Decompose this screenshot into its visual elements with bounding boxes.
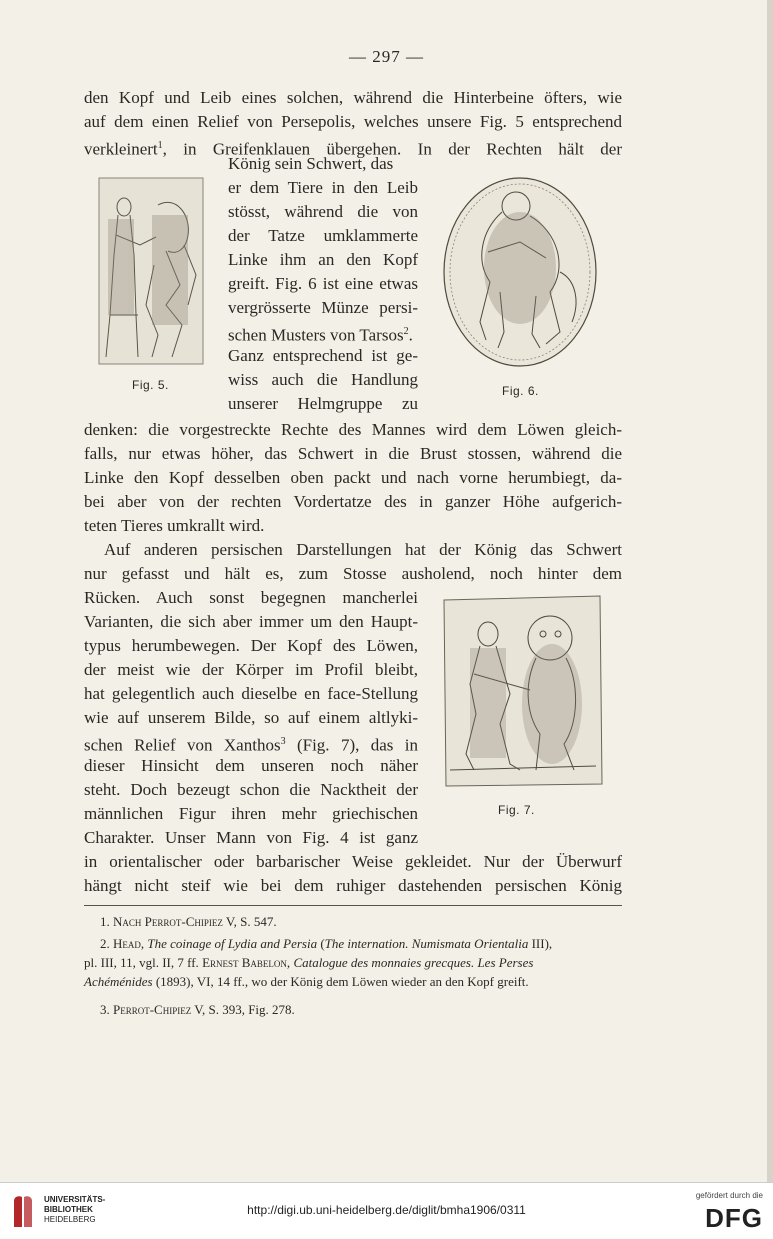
text-line: typus herumbewegen. Der Kopf des Löwen,	[84, 636, 418, 655]
text-line: greift. Fig. 6 ist eine etwas	[228, 274, 418, 293]
text-line: steht. Doch bezeugt schon die Nacktheit der	[84, 780, 418, 799]
footnote-2: 2. Head, The coinage of Lydia and Persia (The internation. Numismata Orientalia III), pl. III, 11, vgl. II, 7 ff. Ernest Babelon, Catalogue des monnaies grecques. Les Perses Achéménides (1893), VI, 14 ff., wo der König dem Löwen wieder an den Kopf greift.	[84, 936, 553, 989]
text-line: wie auf unserem Bilde, so auf einem altlyki-	[84, 708, 418, 727]
text-line: Auf anderen persischen Darstellungen hat der König das Schwert	[104, 540, 622, 559]
text-line: schen Relief von Xanthos$^3$ (Fig. 7), das in	[84, 735, 419, 755]
text-line: König sein Schwert, das	[228, 154, 394, 173]
text-line: hängt nicht steif wie bei dem ruhiger dastehenden persischen König	[84, 876, 622, 895]
text-line: Varianten, die sich aber immer um den Haupt-	[84, 612, 418, 631]
text-line: bei aber von der rechten Vordertatze des in ganzer Höhe aufgerich-	[84, 492, 622, 511]
text-line: wiss auch die Handlung	[228, 370, 418, 389]
text-line: falls, nur etwas höher, das Schwert in die Brust stossen, während die	[84, 444, 622, 463]
library-name: UNIVERSITÄTS- BIBLIOTHEK HEIDELBERG	[44, 1195, 106, 1224]
figure-5-relief	[96, 175, 206, 370]
text-line: den Kopf und Leib eines solchen, während die Hinterbeine öfters, wie	[84, 88, 622, 107]
footnote-rule	[84, 905, 622, 906]
page-edge	[767, 0, 773, 1182]
text-line: Charakter. Unser Mann von Fig. 4 ist ganz	[84, 828, 418, 847]
text-line: vergrösserte Münze persi-	[228, 298, 418, 317]
figure-6-caption: Fig. 6.	[502, 384, 539, 398]
footnote-3: 3. Perrot-Chipiez V, S. 393, Fig. 278.	[100, 1002, 295, 1017]
footer-bar	[0, 1182, 773, 1239]
text-line: der Tatze umklammerte	[228, 226, 418, 245]
page-number: — 297 —	[349, 47, 424, 66]
text-line: nur gefasst und hält es, zum Stosse ausholend, noch hinter dem	[84, 564, 622, 583]
text-line: der meist wie der Körper im Profil bleibt,	[84, 660, 418, 679]
funding-note: gefördert durch die	[695, 1191, 763, 1200]
text-line: Rücken. Auch sonst begegnen mancherlei	[84, 588, 418, 607]
permalink-url[interactable]: http://digi.ub.uni-heidelberg.de/diglit/bmha1906/0311	[247, 1203, 526, 1217]
text-line: männlichen Figur ihren mehr griechischen	[84, 804, 418, 823]
figure-5-caption: Fig. 5.	[132, 378, 169, 392]
text-line: Linke ihm an den Kopf	[228, 250, 418, 269]
footnote-1: 1. Nach Perrot-Chipiez V, S. 547.	[100, 914, 277, 929]
text-line: Linke den Kopf desselben oben packt und nach vorne herumbiegt, da-	[84, 468, 622, 487]
dfg-logo: DFG	[705, 1203, 763, 1233]
text-line: in orientalischer oder barbarischer Weise gekleidet. Nur der Überwurf	[84, 852, 622, 871]
text-line: er dem Tiere in den Leib	[228, 178, 418, 197]
text-line: auf dem einen Relief von Persepolis, welches unsere Fig. 5 entsprechend	[84, 112, 622, 131]
text-line: dieser Hinsicht dem unseren noch näher	[84, 756, 418, 775]
text-line: teten Tieres umkrallt wird.	[84, 516, 265, 535]
text-line: hat gelegentlich auch dieselbe en face-Stellung	[84, 684, 418, 703]
figure-7-relief	[440, 594, 606, 790]
figure-7-caption: Fig. 7.	[498, 803, 535, 817]
text-line: verkleinert$^1$, in Greifenklauen übergehen. In der Rechten hält der	[84, 139, 622, 159]
text-line: Ganz entsprechend ist ge-	[228, 346, 418, 365]
text-line: unserer Helmgruppe zu	[228, 394, 418, 413]
figure-6-coin	[440, 172, 600, 372]
text-line: schen Musters von Tarsos$^2$.	[228, 325, 413, 345]
text-line: denken: die vorgestreckte Rechte des Mannes wird dem Löwen gleich-	[84, 420, 622, 439]
text-line: stösst, während die von	[228, 202, 418, 221]
